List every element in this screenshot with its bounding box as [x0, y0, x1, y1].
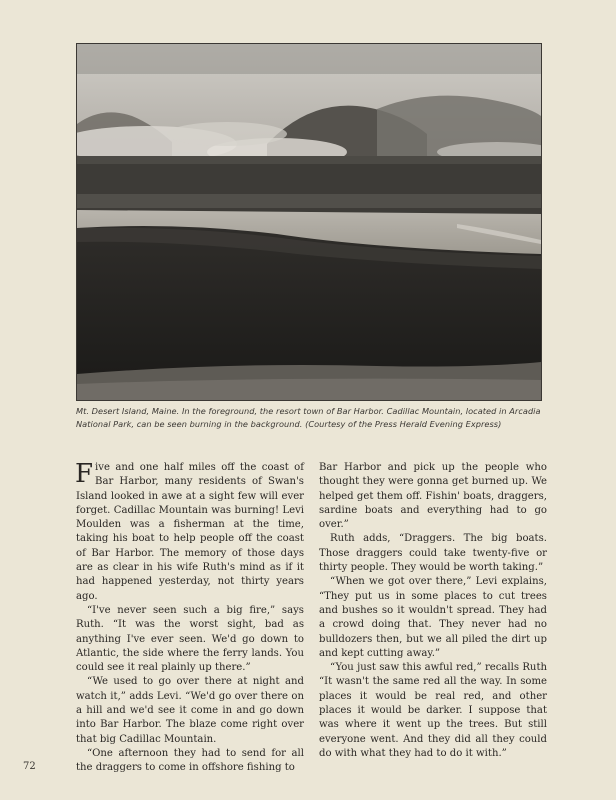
page-number: 72: [23, 761, 36, 772]
photo-illustration: [77, 44, 541, 400]
article-paragraph: “We used to go over there at night and watch it,” adds Levi. “We'd go over there on a hill and we'd see it come in and go down into Bar Harbor. The blaze come right over that big Cadillac Mountain.: [76, 676, 304, 745]
article-column-left: [76, 461, 304, 776]
article-paragraph: Bar Harbor and pick up the people who thought they were gonna get burned up. We helped get them off. Fishin' boats, draggers, sardine boats and everything had to go over.”: [319, 462, 547, 531]
drop-cap: F: [75, 459, 94, 489]
article-paragraph: “You just saw this awful red,” recalls Ruth “It wasn't the same red all the way. In some places it would be real red, and other places it would be darker. I suppose that was where it went up the trees. But still everyone went. And they did all they could do with what they had to do it with.”: [319, 662, 547, 759]
article-paragraph: “One afternoon they had to send for all the draggers to come in offshore fishing to: [76, 747, 304, 774]
bar-harbor-fire-photo: [76, 43, 542, 401]
article-paragraph: Ruth adds, “Draggers. The big boats. Those draggers could take twenty-five or thirty people. They would be worth taking.”: [319, 533, 547, 574]
paragraph-text: ive and one half miles off the coast of Bar Harbor, many residents of Swan's Island looked in awe at a sight few will ever forget. Cadillac Mountain was burning! Levi Moulden was a fisherman at the time, taking his boat to help people off the coast of Bar Harbor. The memory of those days are as clear in his wife Ruth's mind as if it had happened yesterday, not thirty years ago.: [76, 462, 304, 602]
article-paragraph: [76, 461, 304, 604]
photo-caption: Mt. Desert Island, Maine. In the foreground, the resort town of Bar Harbor. Cadillac Mountain, located in Arcadia National Park, can be seen burning in the background. (Courtesy of the Press Herald Evening Express): [76, 406, 541, 429]
article-column-right: [319, 461, 547, 761]
article-paragraph: “I've never seen such a big fire,” says Ruth. “It was the worst sight, bad as anything I've ever seen. We'd go down to Atlantic, the side where the ferry lands. You could see it real plainly up there.”: [76, 604, 304, 674]
article-paragraph: “When we got over there,” Levi explains, “They put us in some places to cut trees and bushes so it wouldn't spread. They had a crowd doing that. They never had no bulldozers then, but we all piled the dirt up and kept cutting away.”: [319, 576, 547, 659]
